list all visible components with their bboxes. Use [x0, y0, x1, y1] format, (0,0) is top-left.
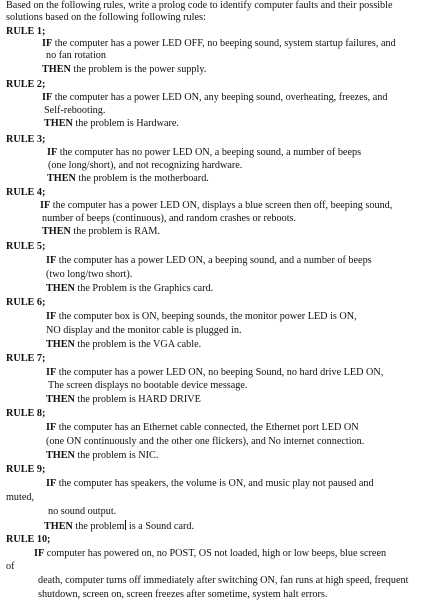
rule-1-heading: RULE 1; — [6, 26, 46, 37]
rule-5-condition-1 — [46, 255, 372, 267]
if-keyword: IF — [47, 147, 58, 158]
then-keyword: THEN — [42, 226, 71, 237]
rule-2-heading: RULE 2; — [6, 79, 46, 90]
rule-2-condition-1 — [42, 92, 387, 104]
rule-10-condition-1 — [34, 548, 386, 560]
rule-9-result — [44, 520, 194, 533]
condition-text: the computer has a power LED ON, a beeping sound, and a number of beeps — [58, 255, 372, 266]
rule-1-condition-2: no fan rotation — [46, 50, 106, 61]
rule-1-condition-1 — [42, 38, 396, 50]
if-keyword: IF — [42, 92, 53, 103]
rule-7-condition-2: The screen displays no bootable device message. — [48, 380, 248, 391]
rule-9-condition-2: muted, — [6, 492, 35, 503]
condition-text: the computer box is ON, beeping sounds, the monitor power LED is ON, — [58, 311, 357, 322]
result-text: the problem is the power supply. — [73, 64, 207, 75]
rule-9-condition-1 — [46, 478, 374, 490]
intro-line-1: Based on the following rules, write a prolog code to identify computer faults and their possible — [6, 0, 393, 11]
result-text: the problem is the VGA cable. — [77, 339, 202, 350]
then-keyword: THEN — [44, 118, 73, 129]
result-text: the problem is NIC. — [77, 450, 159, 461]
rule-7-condition-1 — [46, 367, 383, 379]
rule-3-condition-1 — [47, 147, 361, 159]
if-keyword: IF — [34, 548, 45, 559]
result-text: the problem — [75, 521, 125, 532]
if-keyword: IF — [46, 422, 57, 433]
result-text: the Problem is the Graphics card. — [77, 283, 214, 294]
condition-text: the computer has a power LED ON, no beeping Sound, no hard drive LED ON, — [58, 367, 384, 378]
rule-3-result — [47, 173, 209, 185]
rule-9-heading: RULE 9; — [6, 464, 46, 475]
rule-10-condition-2: of — [6, 561, 15, 572]
condition-text: computer has powered on, no POST, OS not loaded, high or low beeps, blue screen — [46, 548, 387, 559]
if-keyword: IF — [46, 367, 57, 378]
rule-1-result — [42, 64, 206, 76]
condition-text: the computer has a power LED ON, any beeping sound, overheating, freezes, and — [54, 92, 388, 103]
then-keyword: THEN — [46, 394, 75, 405]
result-text: the problem is RAM. — [73, 226, 161, 237]
rule-6-condition-1 — [46, 311, 357, 323]
rule-8-heading: RULE 8; — [6, 408, 46, 419]
condition-text: the computer has a power LED OFF, no beeping sound, system startup failures, and — [54, 38, 396, 49]
rule-8-result — [46, 450, 158, 462]
rule-7-heading: RULE 7; — [6, 353, 46, 364]
rule-8-condition-2: (one ON continuously and the other one flickers), and No internet connection. — [46, 436, 365, 447]
result-text-tail: is a Sound card. — [126, 521, 194, 532]
then-keyword: THEN — [46, 450, 75, 461]
result-text: the problem is Hardware. — [75, 118, 179, 129]
rule-7-result — [46, 394, 201, 406]
condition-text: the computer has no power LED ON, a beeping sound, a number of beeps — [59, 147, 362, 158]
rule-8-condition-1 — [46, 422, 359, 434]
rule-10-heading: RULE 10; — [6, 534, 51, 545]
rule-2-result — [44, 118, 179, 130]
then-keyword: THEN — [42, 64, 71, 75]
condition-text: the computer has an Ethernet cable connected, the Ethernet port LED ON — [58, 422, 359, 433]
rule-4-result — [42, 226, 160, 238]
condition-text: the computer has a power LED ON, displays a blue screen then off, beeping sound, — [52, 200, 393, 211]
rule-3-heading: RULE 3; — [6, 134, 46, 145]
rule-6-heading: RULE 6; — [6, 297, 46, 308]
result-text: the problem is HARD DRIVE — [77, 394, 201, 405]
then-keyword: THEN — [46, 283, 75, 294]
rule-5-result — [46, 283, 213, 295]
rule-5-condition-2: (two long/two short). — [46, 269, 133, 280]
if-keyword: IF — [46, 255, 57, 266]
rule-4-condition-2: number of beeps (continuous), and random crashes or reboots. — [42, 213, 297, 224]
rule-6-result — [46, 339, 201, 351]
rule-9-condition-3: no sound output. — [48, 506, 117, 517]
rule-10-condition-4: shutdown, screen on, screen freezes after sometime, system halt errors. — [38, 589, 328, 600]
then-keyword: THEN — [44, 521, 73, 532]
if-keyword: IF — [46, 311, 57, 322]
result-text: the problem is the motherboard. — [78, 173, 209, 184]
if-keyword: IF — [46, 478, 57, 489]
if-keyword: IF — [42, 38, 53, 49]
rule-5-heading: RULE 5; — [6, 241, 46, 252]
rule-4-heading: RULE 4; — [6, 187, 46, 198]
rule-10-condition-3: death, computer turns off immediately after switching ON, fan runs at high speed, frequent — [38, 575, 409, 586]
then-keyword: THEN — [47, 173, 76, 184]
if-keyword: IF — [40, 200, 51, 211]
intro-line-2: solutions based on the following following rules: — [6, 12, 206, 23]
condition-text: the computer has speakers, the volume is ON, and music play not paused and — [58, 478, 374, 489]
rule-6-condition-2: NO display and the monitor cable is plugged in. — [46, 325, 242, 336]
then-keyword: THEN — [46, 339, 75, 350]
rule-4-condition-1 — [40, 200, 392, 212]
rule-2-condition-2: Self-rebooting. — [44, 105, 106, 116]
rule-3-condition-2: (one long/short), and not recognizing hardware. — [48, 160, 243, 171]
